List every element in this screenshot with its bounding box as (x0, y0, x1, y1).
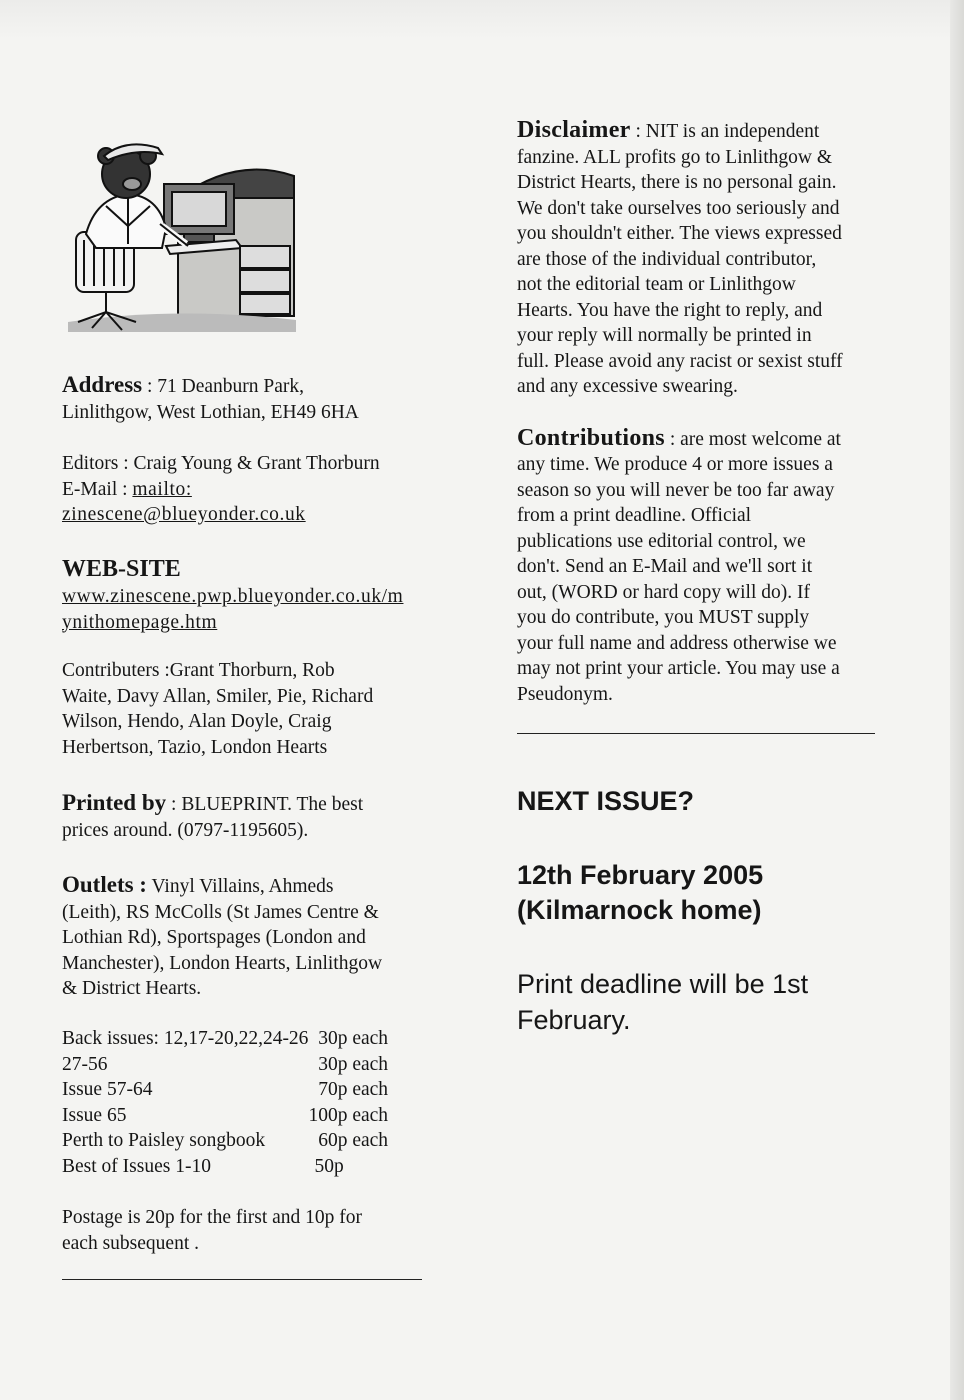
print-deadline-line2: February. (517, 1005, 631, 1035)
disclaimer-line: We don't take ourselves too seriously and (517, 197, 840, 219)
price-item: Back issues: 12,17-20,22,24-26 (62, 1028, 309, 1049)
next-issue-date (517, 858, 897, 928)
price-item: Issue 57-64 (62, 1079, 153, 1100)
email-label: E-Mail : (62, 478, 133, 500)
left-divider (62, 1279, 422, 1280)
next-issue-heading: NEXT ISSUE? (517, 786, 695, 816)
contributions-line: are most welcome at (680, 428, 841, 450)
back-issues-table (62, 1026, 388, 1179)
price-value: 100p each (308, 1104, 389, 1126)
contributors-block (62, 658, 452, 760)
disclaimer-line: NIT is an independent (645, 121, 820, 142)
disclaimer-line: Hearts. You have the right to reply, and (517, 299, 823, 321)
contributions-line: don't. Send an E-Mail and we'll sort it (517, 556, 813, 577)
contributions-line: any time. We produce 4 or more issues a (517, 454, 833, 475)
contributions-line: out, (WORD or hard copy will do). If (517, 581, 810, 603)
disclaimer-label: Disclaimer (517, 117, 631, 143)
mascot-at-computer-desk-illustration (66, 136, 298, 336)
printed-line2: prices around. (0797-1195605). (62, 819, 309, 841)
disclaimer-line: and any excessive swearing. (517, 376, 738, 397)
price-row (62, 1077, 388, 1103)
editors-text: Editors : Craig Young & Grant Thorburn (62, 453, 380, 474)
contributions-line: Pseudonym. (517, 683, 613, 705)
outlets-line4: Manchester), London Hearts, Linlithgow (62, 952, 383, 974)
print-deadline-line1: Print deadline will be 1st (517, 969, 809, 999)
back-issues-block (62, 1026, 452, 1179)
website-block (62, 554, 452, 635)
editors-block (62, 451, 452, 528)
price-value: 30p each (318, 1053, 389, 1075)
postage-line2: each subsequent . (62, 1232, 199, 1254)
address-line1: 71 Deanburn Park, (157, 376, 305, 397)
contributors-line4: Herbertson, Tazio, London Hearts (62, 736, 328, 758)
price-value: 70p each (318, 1079, 389, 1100)
right-column (517, 118, 902, 707)
print-deadline (517, 966, 877, 1038)
outlets-line3: Lothian Rd), Sportspages (London and (62, 927, 366, 948)
price-item: 27-56 (62, 1053, 108, 1075)
price-value: 30p each (318, 1028, 389, 1049)
disclaimer-line: your reply will normally be printed in (517, 325, 812, 346)
contributors-line3: Wilson, Hendo, Alan Doyle, Craig (62, 711, 332, 732)
outlets-label: Outlets : (62, 872, 147, 897)
postage-block (62, 1205, 452, 1256)
right-divider (517, 733, 875, 734)
price-row (62, 1154, 388, 1180)
disclaimer-line: not the editorial team or Linlithgow (517, 274, 796, 295)
outlets-line5: & District Hearts. (62, 978, 202, 999)
email-link-part1[interactable]: mailto: (132, 478, 192, 500)
printed-label: Printed by (62, 790, 167, 815)
contributions-sep: : (664, 428, 681, 450)
price-item: Best of Issues 1-10 (62, 1155, 211, 1177)
price-row (62, 1026, 388, 1052)
page-top-shade (0, 0, 964, 40)
disclaimer-line: you shouldn't either. The views expressed (517, 223, 842, 244)
disclaimer-block (517, 118, 902, 400)
address-block (62, 372, 452, 425)
website-heading: WEB-SITE (62, 556, 181, 582)
disclaimer-line: District Hearts, there is no personal gain. (517, 172, 837, 193)
address-label: Address (62, 372, 143, 397)
price-row (62, 1103, 388, 1129)
price-row (62, 1052, 388, 1078)
contributors-line1: Contributers :Grant Thorburn, Rob (62, 660, 335, 681)
contributions-line: publications use editorial control, we (517, 530, 806, 552)
disclaimer-line: fanzine. ALL profits go to Linlithgow & (517, 146, 833, 168)
contributors-line2: Waite, Davy Allan, Smiler, Pie, Richard (62, 685, 374, 707)
disclaimer-sep: : (630, 121, 646, 142)
price-item: Issue 65 (62, 1104, 127, 1126)
postage-line1: Postage is 20p for the first and 10p for (62, 1207, 363, 1228)
contributions-line: may not print your article. You may use a (517, 658, 840, 679)
address-sep: : (142, 376, 158, 397)
email-link-part2[interactable]: zinescene@blueyonder.co.uk (62, 504, 306, 525)
contributions-block (517, 426, 902, 708)
printed-block (62, 790, 452, 843)
outlets-block (62, 872, 452, 1002)
contributions-line: your full name and address otherwise we (517, 632, 837, 654)
price-value: 60p each (318, 1130, 389, 1151)
next-issue-date-line2: (Kilmarnock home) (517, 895, 762, 925)
contributions-line: from a print deadline. Official (517, 505, 752, 526)
price-row (62, 1128, 388, 1154)
address-line2: Linlithgow, West Lothian, EH49 6HA (62, 401, 359, 423)
printed-sep: : (166, 794, 182, 815)
price-item: Perth to Paisley songbook (62, 1130, 266, 1151)
website-url-part1[interactable]: www.zinescene.pwp.blueyonder.co.uk/m (62, 586, 404, 607)
contributions-line: you do contribute, you MUST supply (517, 607, 810, 628)
outlets-line2: (Leith), RS McColls (St James Centre & (62, 901, 379, 923)
page-right-edge (950, 0, 964, 1400)
next-issue-date-line1: 12th February 2005 (517, 860, 764, 890)
outlets-line1: Vinyl Villains, Ahmeds (146, 876, 334, 897)
contributions-label: Contributions (517, 424, 665, 451)
disclaimer-line: full. Please avoid any racist or sexist stuff (517, 350, 843, 372)
website-url-part2[interactable]: ynithomepage.htm (62, 611, 218, 633)
price-value: 50p (314, 1155, 344, 1177)
contributions-line: season so you will never be too far away (517, 479, 835, 501)
disclaimer-line: are those of the individual contributor, (517, 248, 817, 270)
printed-line1: BLUEPRINT. The best (181, 794, 364, 815)
